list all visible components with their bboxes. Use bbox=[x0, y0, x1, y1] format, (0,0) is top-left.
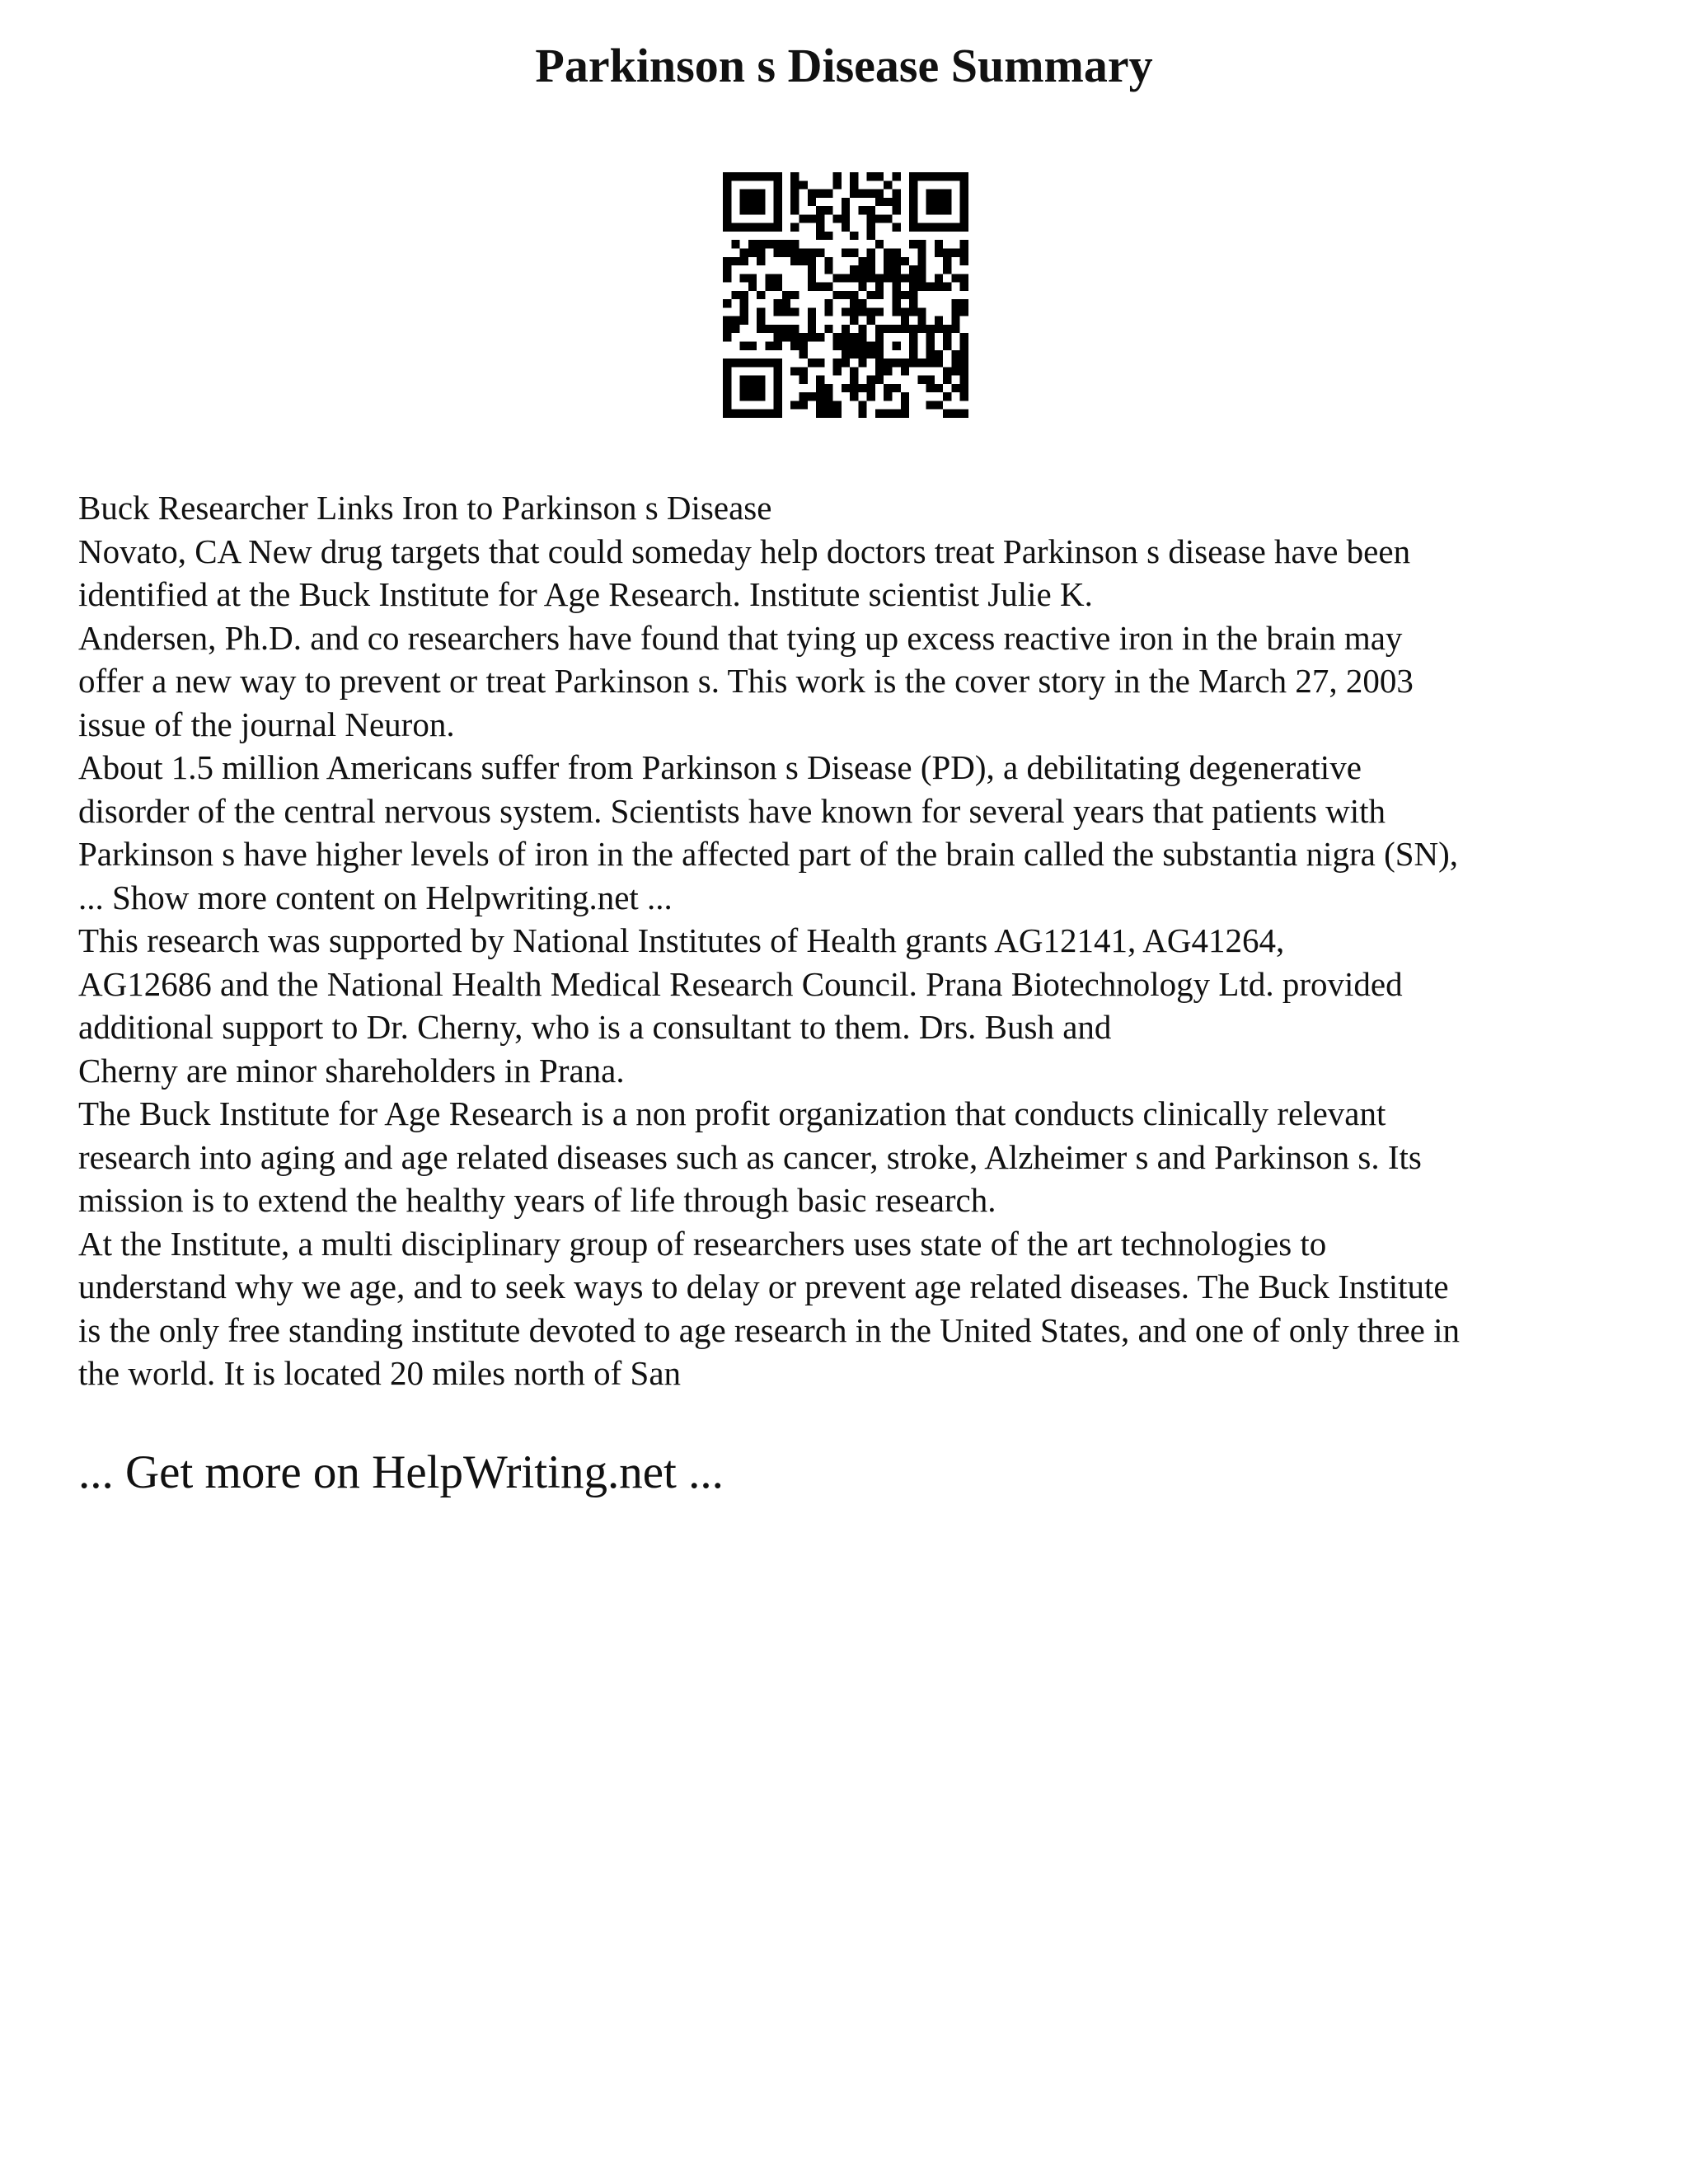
article-line: mission is to extend the healthy years of life through basic research. bbox=[78, 1181, 996, 1219]
article-line: The Buck Institute for Age Research is a non profit organization that conducts clinically relevant bbox=[78, 1094, 1386, 1132]
article-line: At the Institute, a multi disciplinary group of researchers uses state of the art technologies to bbox=[78, 1224, 1327, 1263]
article-line: understand why we age, and to seek ways to delay or prevent age related diseases. The Buck Institute bbox=[78, 1268, 1449, 1305]
article-line: additional support to Dr. Cherny, who is a consultant to them. Drs. Bush and bbox=[78, 1008, 1112, 1046]
article-line: Buck Researcher Links Iron to Parkinson s Disease bbox=[78, 489, 772, 527]
show-more-link[interactable]: ... Show more content on Helpwriting.net ... bbox=[78, 878, 673, 916]
article-line: the world. It is located 20 miles north of San bbox=[78, 1354, 682, 1392]
article-line: Novato, CA New drug targets that could someday help doctors treat Parkinson s disease have been bbox=[78, 532, 1411, 570]
article-line: This research was supported by National Institutes of Health grants AG12141, AG41264, bbox=[78, 921, 1285, 959]
page-title: Parkinson s Disease Summary bbox=[535, 39, 1153, 92]
article-line: Parkinson s have higher levels of iron in the affected part of the brain called the substantia nigra (SN), bbox=[78, 835, 1459, 873]
article-line: offer a new way to prevent or treat Parkinson s. This work is the cover story in the March 27, 2003 bbox=[78, 662, 1414, 700]
get-more-link[interactable]: ... Get more on HelpWriting.net ... bbox=[78, 1446, 724, 1498]
qr-code-icon bbox=[723, 172, 968, 418]
article-line: is the only free standing institute devoted to age research in the United States, and one of only three in bbox=[78, 1310, 1460, 1349]
article-line: disorder of the central nervous system. Scientists have known for several years that patients with bbox=[78, 791, 1386, 830]
article-line: Andersen, Ph.D. and co researchers have found that tying up excess reactive iron in the brain may bbox=[78, 618, 1403, 657]
article-line: research into aging and age related diseases such as cancer, stroke, Alzheimer s and Parkinson s. Its bbox=[78, 1137, 1422, 1176]
article-body bbox=[78, 486, 1644, 1395]
article-line: About 1.5 million Americans suffer from Parkinson s Disease (PD), a debilitating degenerative bbox=[78, 748, 1362, 786]
article-line: Cherny are minor shareholders in Prana. bbox=[78, 1051, 625, 1090]
article-line: AG12686 and the National Health Medical Research Council. Prana Biotechnology Ltd. provided bbox=[78, 964, 1403, 1003]
article-line: issue of the journal Neuron. bbox=[78, 705, 455, 743]
article-line: identified at the Buck Institute for Age Research. Institute scientist Julie K. bbox=[78, 575, 1093, 613]
